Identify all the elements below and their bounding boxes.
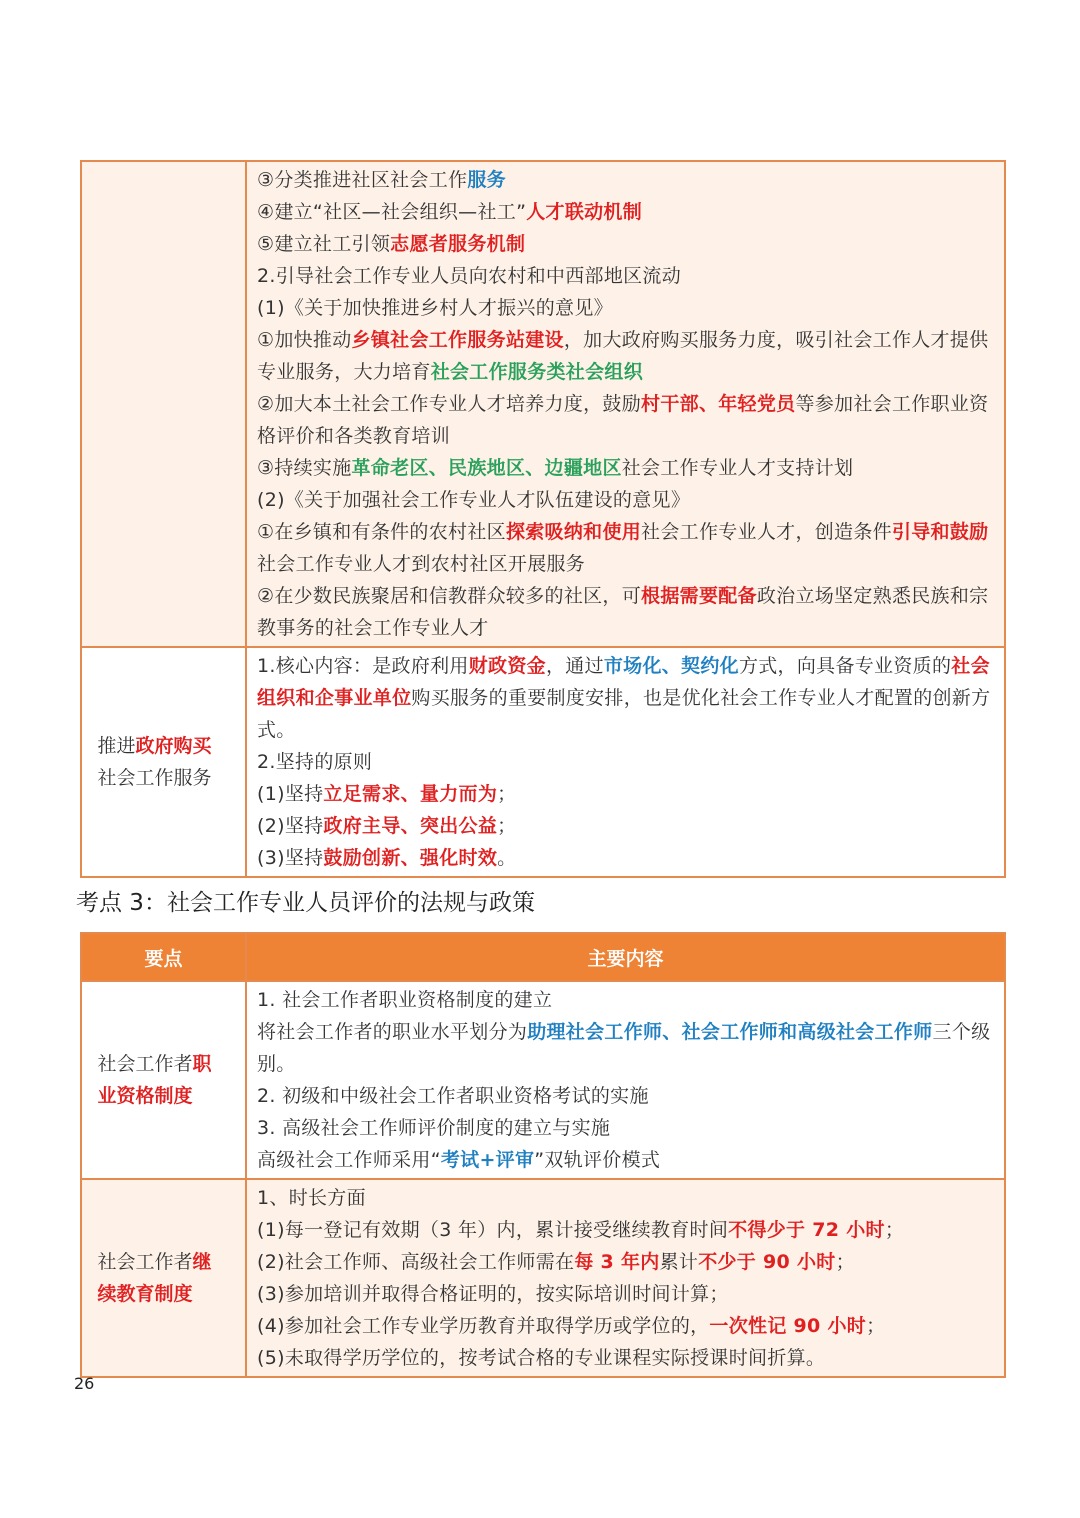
text-segment: ②在少数民族聚居和信教群众较多的社区，可: [257, 585, 642, 607]
highlight-text: 革命老区、民族地区、边疆地区: [351, 457, 622, 479]
text-segment: 社会工作服务: [97, 767, 212, 789]
text-segment: 2.坚持的原则: [257, 751, 373, 773]
key-cell-empty: [81, 161, 246, 647]
content-line: [257, 1080, 992, 1112]
text-segment: 累计: [659, 1251, 699, 1273]
content-line: [257, 1182, 992, 1214]
highlight-text: 市场化、契约化: [603, 655, 739, 677]
text-segment: 1、时长方面: [257, 1187, 366, 1209]
content-cell: [246, 1179, 1005, 1377]
header-content: 主要内容: [246, 933, 1005, 981]
text-segment: 高级社会工作师采用“: [257, 1149, 441, 1171]
content-line: [257, 1112, 992, 1144]
highlight-text: 社会工作服务类社会组织: [430, 361, 644, 383]
text-segment: ；: [497, 783, 517, 805]
table-row: [81, 647, 1005, 877]
text-segment: 购买服务的重要制度安排，也是优化社会工作专业人才配置的创新方式。: [257, 687, 991, 741]
highlight-text: 立足需求、量力而为: [323, 783, 498, 805]
content-line: [257, 196, 992, 228]
highlight-text: 村干部、年轻党员: [641, 393, 796, 415]
text-segment: 等参加社会工作职业资格评价和各类教育培训: [257, 393, 989, 447]
text-segment: (3)坚持: [257, 847, 324, 869]
text-segment: (4)参加社会工作专业学历教育并取得学历或学位的，: [257, 1315, 710, 1337]
header-key: 要点: [81, 933, 246, 981]
text-segment: ，加大政府购买服务力度，吸引社会工作人才提供专业服务，大力培育: [257, 329, 989, 383]
highlight-text: 政府购买: [135, 735, 212, 757]
evaluation-policy-table: [80, 932, 1006, 1378]
text-segment: 社会工作专业人才，创造条件: [641, 521, 892, 543]
content-line: [257, 1144, 992, 1176]
content-line: [257, 1342, 992, 1374]
text-segment: ①在乡镇和有条件的农村社区: [257, 521, 506, 543]
text-segment: (5)未取得学历学位的，按考试合格的专业课程实际授课时间折算。: [257, 1347, 826, 1369]
content-cell: [246, 981, 1005, 1179]
text-segment: ④建立“社区—社会组织—社工”: [257, 201, 527, 223]
content-line: [257, 228, 992, 260]
text-segment: 社会工作专业人才到农村社区开展服务: [257, 553, 586, 575]
content-line: [257, 452, 992, 484]
text-segment: (3)参加培训并取得合格证明的，按实际培训时间计算；: [257, 1283, 729, 1305]
text-segment: (2)《关于加强社会工作专业人才队伍建设的意见》: [257, 489, 691, 511]
content-cell: [246, 647, 1005, 877]
text-segment: ；: [497, 815, 517, 837]
text-segment: ①加快推动: [257, 329, 352, 351]
key-label: [98, 730, 230, 794]
content-line: [257, 746, 992, 778]
text-segment: 社会工作者: [97, 1251, 193, 1273]
content-line: [257, 516, 992, 580]
text-segment: 推进: [97, 735, 136, 757]
content-cell: [246, 161, 1005, 647]
content-line: [257, 1246, 992, 1278]
text-segment: (1)每一登记有效期（3 年）内，累计接受继续教育时间: [257, 1219, 729, 1241]
content-line: [257, 484, 992, 516]
text-segment: 政治立场坚定熟悉民族和宗教事务的社会工作专业人才: [257, 585, 989, 639]
key-cell: [81, 647, 246, 877]
content-line: [257, 580, 992, 644]
text-segment: 三个级别。: [257, 1021, 991, 1075]
table-row: [81, 1179, 1005, 1377]
content-line: [257, 810, 992, 842]
content-line: [257, 842, 992, 874]
text-segment: (1)坚持: [257, 783, 324, 805]
text-segment: 社会工作专业人才支持计划: [621, 457, 854, 479]
text-segment: 1.核心内容：是政府利用: [257, 655, 469, 677]
content-line: [257, 1016, 992, 1080]
highlight-text: 服务: [467, 169, 506, 191]
highlight-text: 每 3 年内: [574, 1251, 660, 1273]
highlight-text: 社会组织和企事业单位: [257, 655, 990, 709]
text-segment: ③持续实施: [257, 457, 352, 479]
content-line: [257, 324, 992, 388]
text-segment: (1)《关于加快推进乡村人才振兴的意见》: [257, 297, 613, 319]
highlight-text: 乡镇社会工作服务站建设: [351, 329, 564, 351]
text-segment: 方式，向具备专业资质的: [738, 655, 952, 677]
text-segment: (2)社会工作师、高级社会工作师需在: [257, 1251, 575, 1273]
text-segment: ；: [866, 1315, 886, 1337]
highlight-text: 一次性记 90 小时: [709, 1315, 867, 1337]
content-line: [257, 778, 992, 810]
key-label: [98, 1246, 230, 1310]
text-segment: 社会工作者: [97, 1053, 193, 1075]
content-line: [257, 1214, 992, 1246]
content-line: [257, 164, 992, 196]
highlight-text: 政府主导、突出公益: [323, 815, 498, 837]
text-segment: ；: [884, 1219, 905, 1241]
highlight-text: 职业资格制度: [97, 1053, 212, 1107]
text-segment: ③分类推进社区社会工作: [257, 169, 468, 191]
content-line: [257, 1278, 992, 1310]
highlight-text: 不得少于 72 小时: [728, 1219, 885, 1241]
text-segment: 3. 高级社会工作师评价制度的建立与实施: [257, 1117, 611, 1139]
page-number: 26: [74, 1374, 95, 1393]
text-segment: ”双轨评价模式: [534, 1149, 661, 1171]
content-line: [257, 292, 992, 324]
text-segment: 。: [497, 847, 517, 869]
text-segment: 将社会工作者的职业水平划分为: [257, 1021, 528, 1043]
text-segment: (2)坚持: [257, 815, 324, 837]
text-segment: ，通过: [545, 655, 604, 677]
highlight-text: 考试+评审: [440, 1149, 535, 1171]
content-line: [257, 388, 992, 452]
key-label: [98, 1048, 230, 1112]
header-row: [81, 933, 1005, 981]
highlight-text: 助理社会工作师、社会工作师和高级社会工作师: [527, 1021, 933, 1043]
key-cell: [81, 1179, 246, 1377]
highlight-text: 引导和鼓励: [891, 521, 989, 543]
highlight-text: 人才联动机制: [526, 201, 643, 223]
table-row: [81, 981, 1005, 1179]
content-line: [257, 260, 992, 292]
highlight-text: 探索吸纳和使用: [505, 521, 642, 543]
highlight-text: 不少于 90 小时: [698, 1251, 836, 1273]
content-line: [257, 650, 992, 746]
text-segment: 2.引导社会工作专业人员向农村和中西部地区流动: [257, 265, 682, 287]
key-cell: [81, 981, 246, 1179]
text-segment: 1. 社会工作者职业资格制度的建立: [257, 989, 553, 1011]
text-segment: ②加大本土社会工作专业人才培养力度，鼓励: [257, 393, 642, 415]
content-line: [257, 1310, 992, 1342]
table-row: [81, 161, 1005, 647]
content-line: [257, 984, 992, 1016]
highlight-text: 继续教育制度: [97, 1251, 212, 1305]
section-heading: 考点 3：社会工作专业人员评价的法规与政策: [76, 890, 535, 916]
highlight-text: 根据需要配备: [641, 585, 757, 607]
text-segment: ⑤建立社工引领: [257, 233, 391, 255]
highlight-text: 志愿者服务机制: [390, 233, 526, 255]
text-segment: 2. 初级和中级社会工作者职业资格考试的实施: [257, 1085, 649, 1107]
highlight-text: 财政资金: [468, 655, 546, 677]
text-segment: ；: [835, 1251, 855, 1273]
highlight-text: 鼓励创新、强化时效: [323, 847, 498, 869]
policy-table-continued: [80, 160, 1006, 878]
